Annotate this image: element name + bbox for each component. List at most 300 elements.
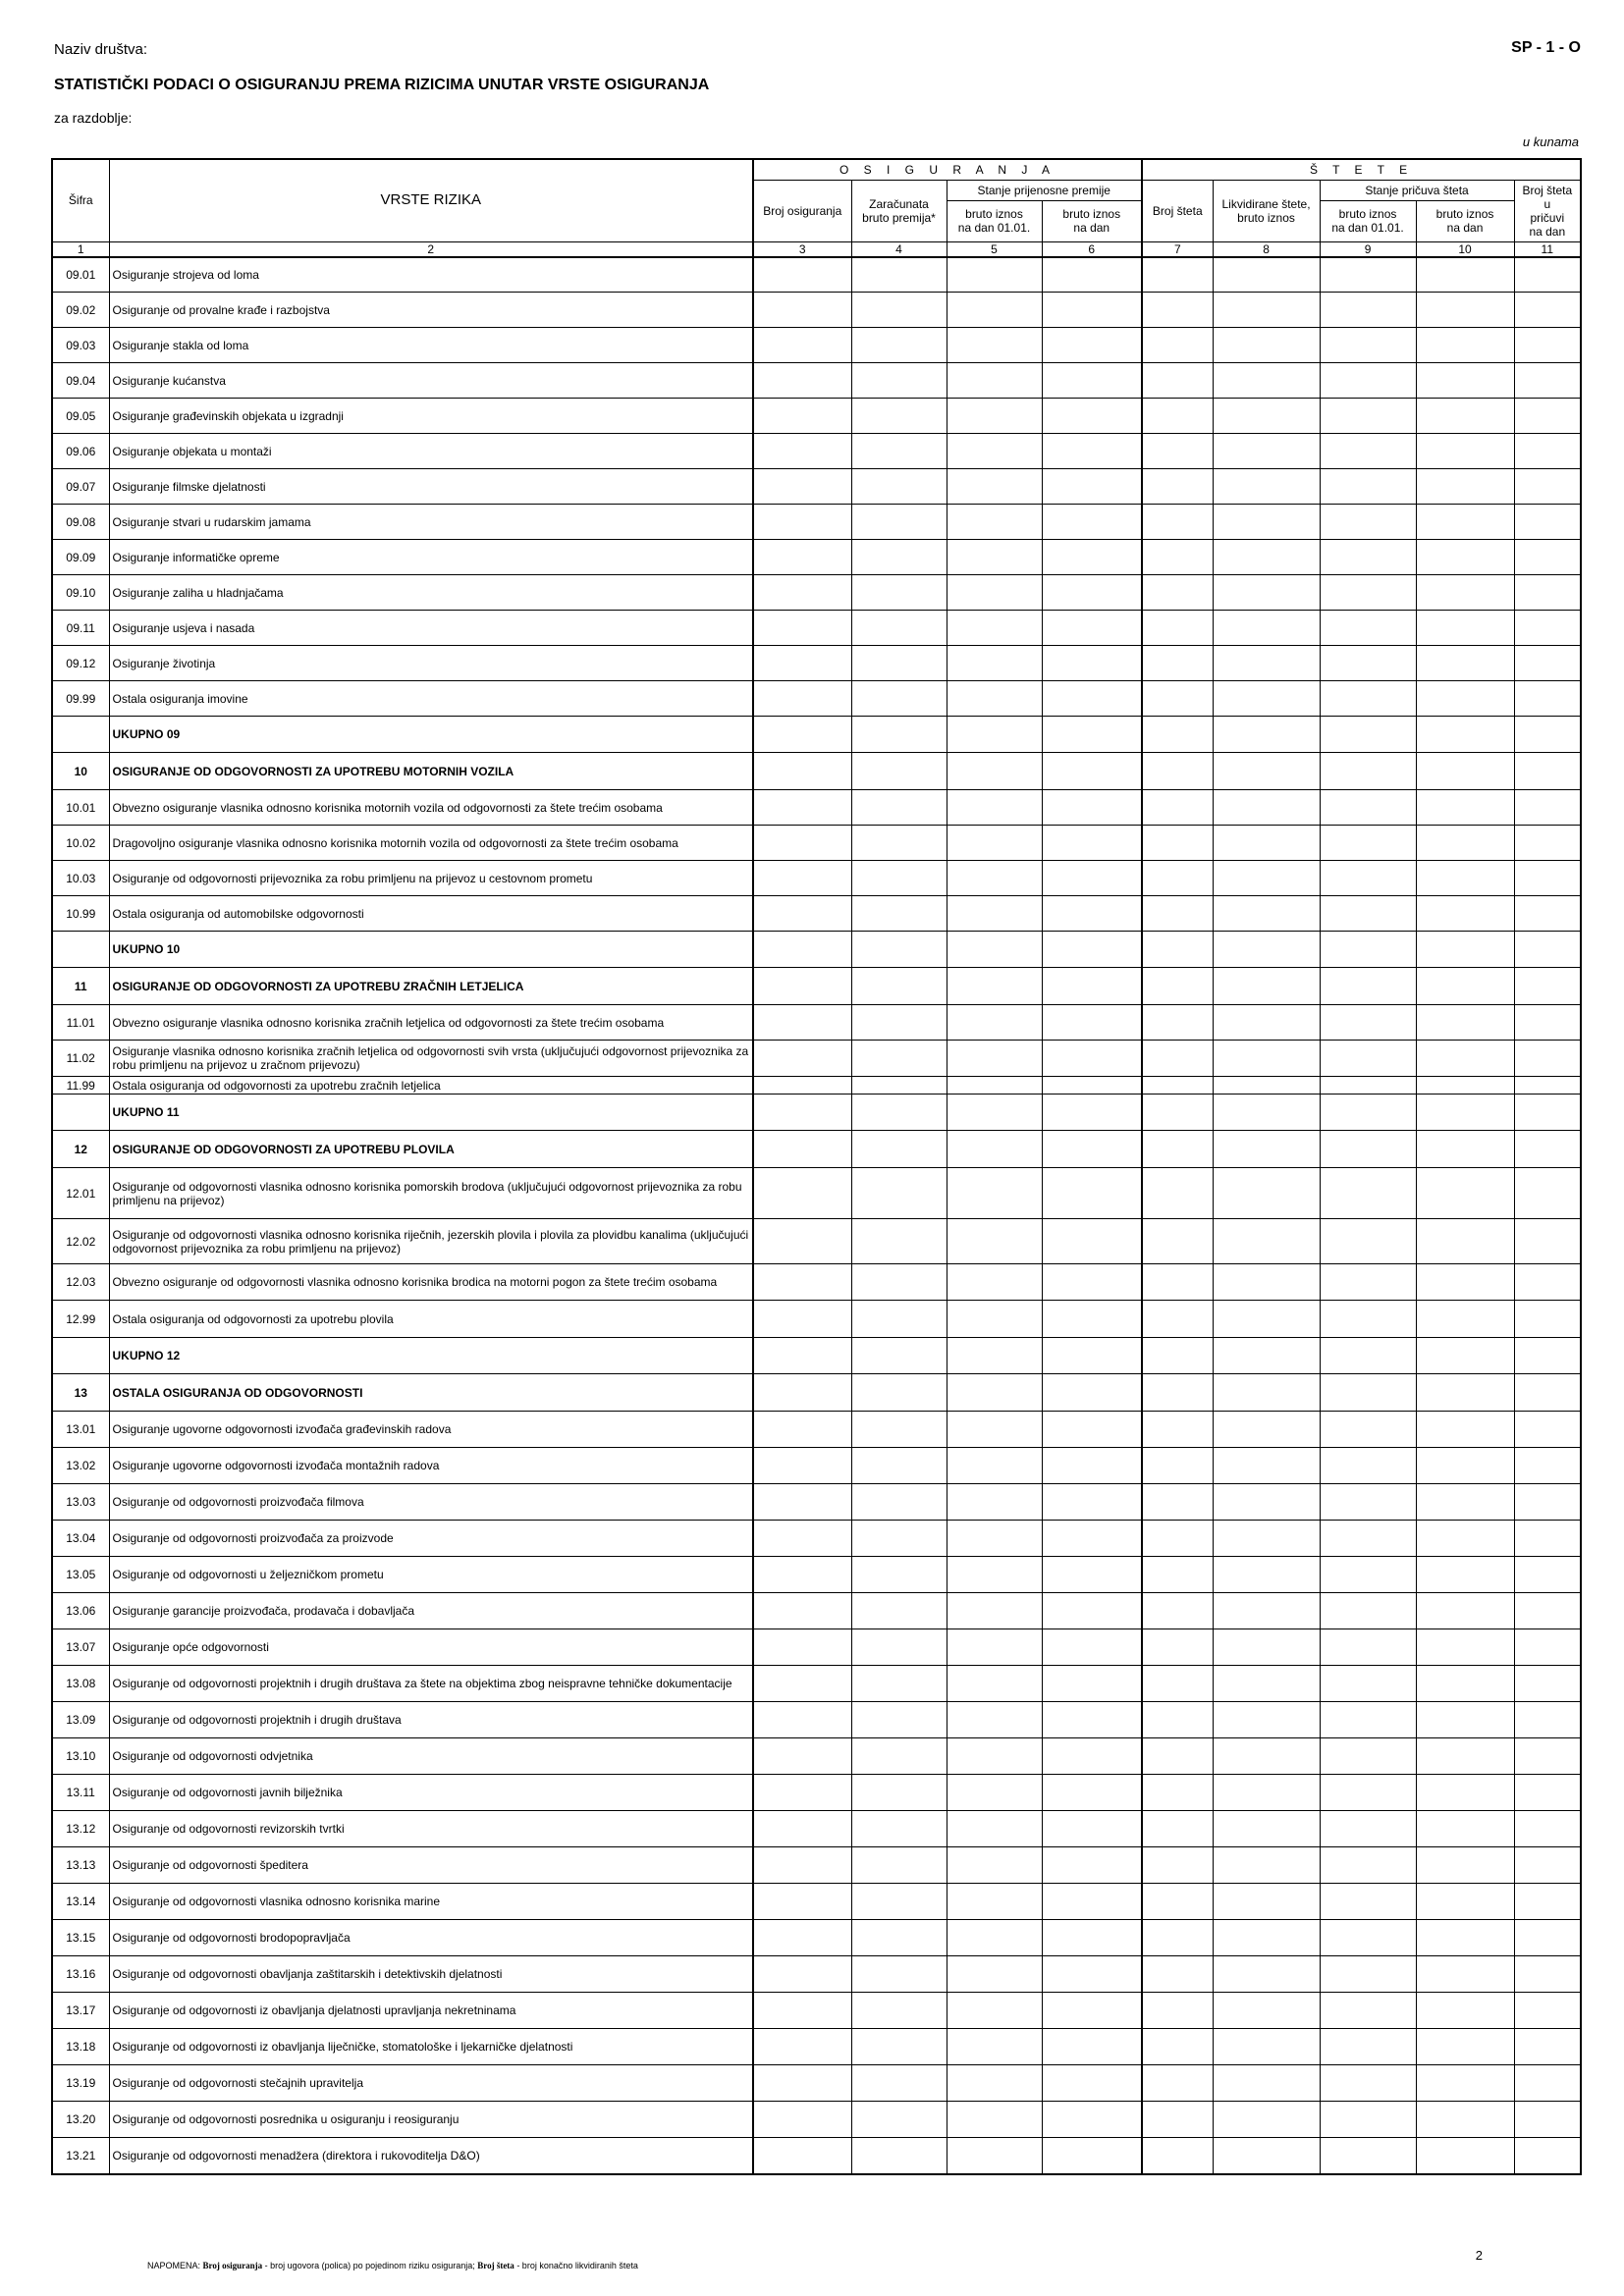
data-cell-col-9[interactable] xyxy=(1320,2029,1416,2065)
data-cell-col-4[interactable] xyxy=(851,753,947,790)
data-cell-col-4[interactable] xyxy=(851,257,947,293)
data-cell-col-7[interactable] xyxy=(1142,611,1213,646)
data-cell-col-3[interactable] xyxy=(753,790,851,826)
data-cell-col-10[interactable] xyxy=(1416,1811,1514,1847)
data-cell-col-5[interactable] xyxy=(947,1666,1042,1702)
data-cell-col-6[interactable] xyxy=(1042,1264,1142,1301)
data-cell-col-5[interactable] xyxy=(947,1557,1042,1593)
data-cell-col-6[interactable] xyxy=(1042,1629,1142,1666)
data-cell-col-8[interactable] xyxy=(1213,1811,1320,1847)
data-cell-col-8[interactable] xyxy=(1213,611,1320,646)
data-cell-col-3[interactable] xyxy=(753,434,851,469)
data-cell-col-7[interactable] xyxy=(1142,1041,1213,1077)
data-cell-col-5[interactable] xyxy=(947,968,1042,1005)
data-cell-col-9[interactable] xyxy=(1320,1557,1416,1593)
data-cell-col-6[interactable] xyxy=(1042,826,1142,861)
data-cell-col-6[interactable] xyxy=(1042,1956,1142,1993)
data-cell-col-9[interactable] xyxy=(1320,968,1416,1005)
data-cell-col-11[interactable] xyxy=(1514,293,1581,328)
data-cell-col-10[interactable] xyxy=(1416,826,1514,861)
data-cell-col-4[interactable] xyxy=(851,717,947,753)
data-cell-col-6[interactable] xyxy=(1042,1131,1142,1168)
data-cell-col-10[interactable] xyxy=(1416,469,1514,505)
data-cell-col-10[interactable] xyxy=(1416,753,1514,790)
data-cell-col-10[interactable] xyxy=(1416,1593,1514,1629)
data-cell-col-9[interactable] xyxy=(1320,293,1416,328)
data-cell-col-10[interactable] xyxy=(1416,328,1514,363)
data-cell-col-10[interactable] xyxy=(1416,2029,1514,2065)
data-cell-col-4[interactable] xyxy=(851,328,947,363)
data-cell-col-6[interactable] xyxy=(1042,896,1142,932)
data-cell-col-6[interactable] xyxy=(1042,575,1142,611)
data-cell-col-10[interactable] xyxy=(1416,861,1514,896)
data-cell-col-3[interactable] xyxy=(753,1301,851,1338)
data-cell-col-4[interactable] xyxy=(851,1041,947,1077)
data-cell-col-7[interactable] xyxy=(1142,1811,1213,1847)
data-cell-col-10[interactable] xyxy=(1416,2065,1514,2102)
data-cell-col-6[interactable] xyxy=(1042,2029,1142,2065)
data-cell-col-11[interactable] xyxy=(1514,575,1581,611)
data-cell-col-5[interactable] xyxy=(947,1484,1042,1521)
data-cell-col-9[interactable] xyxy=(1320,575,1416,611)
data-cell-col-8[interactable] xyxy=(1213,1168,1320,1219)
data-cell-col-3[interactable] xyxy=(753,2102,851,2138)
data-cell-col-5[interactable] xyxy=(947,257,1042,293)
data-cell-col-10[interactable] xyxy=(1416,1077,1514,1095)
data-cell-col-10[interactable] xyxy=(1416,968,1514,1005)
data-cell-col-11[interactable] xyxy=(1514,1095,1581,1131)
data-cell-col-5[interactable] xyxy=(947,540,1042,575)
data-cell-col-6[interactable] xyxy=(1042,1666,1142,1702)
data-cell-col-5[interactable] xyxy=(947,1338,1042,1374)
data-cell-col-8[interactable] xyxy=(1213,328,1320,363)
data-cell-col-6[interactable] xyxy=(1042,1811,1142,1847)
data-cell-col-7[interactable] xyxy=(1142,1920,1213,1956)
data-cell-col-5[interactable] xyxy=(947,1702,1042,1738)
data-cell-col-9[interactable] xyxy=(1320,826,1416,861)
data-cell-col-11[interactable] xyxy=(1514,932,1581,968)
data-cell-col-6[interactable] xyxy=(1042,1412,1142,1448)
data-cell-col-11[interactable] xyxy=(1514,646,1581,681)
data-cell-col-3[interactable] xyxy=(753,1956,851,1993)
data-cell-col-5[interactable] xyxy=(947,1920,1042,1956)
data-cell-col-3[interactable] xyxy=(753,363,851,399)
data-cell-col-11[interactable] xyxy=(1514,2102,1581,2138)
data-cell-col-4[interactable] xyxy=(851,932,947,968)
data-cell-col-9[interactable] xyxy=(1320,1993,1416,2029)
data-cell-col-3[interactable] xyxy=(753,1702,851,1738)
data-cell-col-9[interactable] xyxy=(1320,469,1416,505)
data-cell-col-7[interactable] xyxy=(1142,717,1213,753)
data-cell-col-3[interactable] xyxy=(753,1847,851,1884)
data-cell-col-6[interactable] xyxy=(1042,611,1142,646)
data-cell-col-3[interactable] xyxy=(753,1920,851,1956)
data-cell-col-8[interactable] xyxy=(1213,1041,1320,1077)
data-cell-col-6[interactable] xyxy=(1042,1920,1142,1956)
data-cell-col-6[interactable] xyxy=(1042,1095,1142,1131)
data-cell-col-4[interactable] xyxy=(851,2029,947,2065)
data-cell-col-6[interactable] xyxy=(1042,1521,1142,1557)
data-cell-col-9[interactable] xyxy=(1320,1920,1416,1956)
data-cell-col-5[interactable] xyxy=(947,1077,1042,1095)
data-cell-col-11[interactable] xyxy=(1514,2138,1581,2174)
data-cell-col-7[interactable] xyxy=(1142,1702,1213,1738)
data-cell-col-7[interactable] xyxy=(1142,399,1213,434)
data-cell-col-3[interactable] xyxy=(753,681,851,717)
data-cell-col-6[interactable] xyxy=(1042,399,1142,434)
data-cell-col-4[interactable] xyxy=(851,540,947,575)
data-cell-col-7[interactable] xyxy=(1142,257,1213,293)
data-cell-col-7[interactable] xyxy=(1142,1448,1213,1484)
data-cell-col-10[interactable] xyxy=(1416,2138,1514,2174)
data-cell-col-4[interactable] xyxy=(851,399,947,434)
data-cell-col-8[interactable] xyxy=(1213,1629,1320,1666)
data-cell-col-5[interactable] xyxy=(947,1738,1042,1775)
data-cell-col-4[interactable] xyxy=(851,1412,947,1448)
data-cell-col-11[interactable] xyxy=(1514,2065,1581,2102)
data-cell-col-4[interactable] xyxy=(851,896,947,932)
data-cell-col-7[interactable] xyxy=(1142,1847,1213,1884)
data-cell-col-11[interactable] xyxy=(1514,717,1581,753)
data-cell-col-8[interactable] xyxy=(1213,1095,1320,1131)
data-cell-col-9[interactable] xyxy=(1320,2065,1416,2102)
data-cell-col-10[interactable] xyxy=(1416,1095,1514,1131)
data-cell-col-5[interactable] xyxy=(947,1847,1042,1884)
data-cell-col-6[interactable] xyxy=(1042,1077,1142,1095)
data-cell-col-6[interactable] xyxy=(1042,1738,1142,1775)
data-cell-col-4[interactable] xyxy=(851,434,947,469)
data-cell-col-10[interactable] xyxy=(1416,790,1514,826)
data-cell-col-11[interactable] xyxy=(1514,257,1581,293)
data-cell-col-7[interactable] xyxy=(1142,505,1213,540)
data-cell-col-10[interactable] xyxy=(1416,575,1514,611)
data-cell-col-7[interactable] xyxy=(1142,293,1213,328)
data-cell-col-3[interactable] xyxy=(753,1593,851,1629)
data-cell-col-9[interactable] xyxy=(1320,1095,1416,1131)
data-cell-col-6[interactable] xyxy=(1042,363,1142,399)
data-cell-col-8[interactable] xyxy=(1213,399,1320,434)
data-cell-col-5[interactable] xyxy=(947,932,1042,968)
data-cell-col-3[interactable] xyxy=(753,1131,851,1168)
data-cell-col-7[interactable] xyxy=(1142,1412,1213,1448)
data-cell-col-3[interactable] xyxy=(753,1666,851,1702)
data-cell-col-7[interactable] xyxy=(1142,646,1213,681)
data-cell-col-7[interactable] xyxy=(1142,1301,1213,1338)
data-cell-col-7[interactable] xyxy=(1142,1884,1213,1920)
data-cell-col-9[interactable] xyxy=(1320,1521,1416,1557)
data-cell-col-10[interactable] xyxy=(1416,1993,1514,2029)
data-cell-col-3[interactable] xyxy=(753,1168,851,1219)
data-cell-col-8[interactable] xyxy=(1213,1077,1320,1095)
data-cell-col-4[interactable] xyxy=(851,1593,947,1629)
data-cell-col-4[interactable] xyxy=(851,1077,947,1095)
data-cell-col-8[interactable] xyxy=(1213,717,1320,753)
data-cell-col-6[interactable] xyxy=(1042,1301,1142,1338)
data-cell-col-11[interactable] xyxy=(1514,1131,1581,1168)
data-cell-col-9[interactable] xyxy=(1320,1956,1416,1993)
data-cell-col-8[interactable] xyxy=(1213,1775,1320,1811)
data-cell-col-7[interactable] xyxy=(1142,1956,1213,1993)
data-cell-col-6[interactable] xyxy=(1042,293,1142,328)
data-cell-col-8[interactable] xyxy=(1213,257,1320,293)
data-cell-col-5[interactable] xyxy=(947,1993,1042,2029)
data-cell-col-3[interactable] xyxy=(753,540,851,575)
data-cell-col-6[interactable] xyxy=(1042,717,1142,753)
data-cell-col-8[interactable] xyxy=(1213,1738,1320,1775)
data-cell-col-4[interactable] xyxy=(851,968,947,1005)
data-cell-col-7[interactable] xyxy=(1142,540,1213,575)
data-cell-col-7[interactable] xyxy=(1142,968,1213,1005)
data-cell-col-6[interactable] xyxy=(1042,1847,1142,1884)
data-cell-col-11[interactable] xyxy=(1514,328,1581,363)
data-cell-col-4[interactable] xyxy=(851,790,947,826)
data-cell-col-10[interactable] xyxy=(1416,293,1514,328)
data-cell-col-9[interactable] xyxy=(1320,1041,1416,1077)
data-cell-col-5[interactable] xyxy=(947,1629,1042,1666)
data-cell-col-4[interactable] xyxy=(851,1956,947,1993)
data-cell-col-4[interactable] xyxy=(851,1301,947,1338)
data-cell-col-9[interactable] xyxy=(1320,1338,1416,1374)
data-cell-col-10[interactable] xyxy=(1416,1448,1514,1484)
data-cell-col-7[interactable] xyxy=(1142,753,1213,790)
data-cell-col-5[interactable] xyxy=(947,1168,1042,1219)
data-cell-col-6[interactable] xyxy=(1042,2065,1142,2102)
data-cell-col-8[interactable] xyxy=(1213,1131,1320,1168)
data-cell-col-7[interactable] xyxy=(1142,1521,1213,1557)
data-cell-col-7[interactable] xyxy=(1142,2029,1213,2065)
data-cell-col-9[interactable] xyxy=(1320,363,1416,399)
data-cell-col-7[interactable] xyxy=(1142,1484,1213,1521)
data-cell-col-9[interactable] xyxy=(1320,932,1416,968)
data-cell-col-9[interactable] xyxy=(1320,1775,1416,1811)
data-cell-col-5[interactable] xyxy=(947,469,1042,505)
data-cell-col-4[interactable] xyxy=(851,1993,947,2029)
data-cell-col-6[interactable] xyxy=(1042,1993,1142,2029)
data-cell-col-3[interactable] xyxy=(753,611,851,646)
data-cell-col-11[interactable] xyxy=(1514,1412,1581,1448)
data-cell-col-5[interactable] xyxy=(947,1448,1042,1484)
data-cell-col-8[interactable] xyxy=(1213,1264,1320,1301)
data-cell-col-10[interactable] xyxy=(1416,1738,1514,1775)
data-cell-col-8[interactable] xyxy=(1213,434,1320,469)
data-cell-col-8[interactable] xyxy=(1213,1956,1320,1993)
data-cell-col-10[interactable] xyxy=(1416,1702,1514,1738)
data-cell-col-5[interactable] xyxy=(947,1811,1042,1847)
data-cell-col-8[interactable] xyxy=(1213,2102,1320,2138)
data-cell-col-8[interactable] xyxy=(1213,293,1320,328)
data-cell-col-4[interactable] xyxy=(851,1448,947,1484)
data-cell-col-6[interactable] xyxy=(1042,1593,1142,1629)
data-cell-col-8[interactable] xyxy=(1213,1005,1320,1041)
data-cell-col-11[interactable] xyxy=(1514,1374,1581,1412)
data-cell-col-8[interactable] xyxy=(1213,1219,1320,1264)
data-cell-col-8[interactable] xyxy=(1213,1412,1320,1448)
data-cell-col-5[interactable] xyxy=(947,2138,1042,2174)
data-cell-col-7[interactable] xyxy=(1142,1374,1213,1412)
data-cell-col-6[interactable] xyxy=(1042,505,1142,540)
data-cell-col-11[interactable] xyxy=(1514,1702,1581,1738)
data-cell-col-9[interactable] xyxy=(1320,861,1416,896)
data-cell-col-9[interactable] xyxy=(1320,328,1416,363)
data-cell-col-5[interactable] xyxy=(947,896,1042,932)
data-cell-col-5[interactable] xyxy=(947,1884,1042,1920)
data-cell-col-9[interactable] xyxy=(1320,1738,1416,1775)
data-cell-col-9[interactable] xyxy=(1320,1484,1416,1521)
data-cell-col-7[interactable] xyxy=(1142,1005,1213,1041)
data-cell-col-7[interactable] xyxy=(1142,328,1213,363)
data-cell-col-8[interactable] xyxy=(1213,2138,1320,2174)
data-cell-col-3[interactable] xyxy=(753,1484,851,1521)
data-cell-col-10[interactable] xyxy=(1416,1374,1514,1412)
data-cell-col-8[interactable] xyxy=(1213,932,1320,968)
data-cell-col-10[interactable] xyxy=(1416,1956,1514,1993)
data-cell-col-9[interactable] xyxy=(1320,505,1416,540)
data-cell-col-3[interactable] xyxy=(753,826,851,861)
data-cell-col-6[interactable] xyxy=(1042,469,1142,505)
data-cell-col-5[interactable] xyxy=(947,681,1042,717)
data-cell-col-7[interactable] xyxy=(1142,1557,1213,1593)
data-cell-col-7[interactable] xyxy=(1142,1338,1213,1374)
data-cell-col-4[interactable] xyxy=(851,2138,947,2174)
data-cell-col-5[interactable] xyxy=(947,293,1042,328)
data-cell-col-6[interactable] xyxy=(1042,1448,1142,1484)
data-cell-col-10[interactable] xyxy=(1416,1847,1514,1884)
data-cell-col-4[interactable] xyxy=(851,575,947,611)
data-cell-col-11[interactable] xyxy=(1514,1993,1581,2029)
data-cell-col-7[interactable] xyxy=(1142,1264,1213,1301)
data-cell-col-8[interactable] xyxy=(1213,896,1320,932)
data-cell-col-5[interactable] xyxy=(947,1131,1042,1168)
data-cell-col-10[interactable] xyxy=(1416,1041,1514,1077)
data-cell-col-6[interactable] xyxy=(1042,646,1142,681)
data-cell-col-6[interactable] xyxy=(1042,434,1142,469)
data-cell-col-5[interactable] xyxy=(947,1593,1042,1629)
data-cell-col-3[interactable] xyxy=(753,469,851,505)
data-cell-col-9[interactable] xyxy=(1320,717,1416,753)
data-cell-col-8[interactable] xyxy=(1213,1484,1320,1521)
data-cell-col-7[interactable] xyxy=(1142,896,1213,932)
data-cell-col-9[interactable] xyxy=(1320,1301,1416,1338)
data-cell-col-11[interactable] xyxy=(1514,1666,1581,1702)
data-cell-col-6[interactable] xyxy=(1042,1338,1142,1374)
data-cell-col-5[interactable] xyxy=(947,1301,1042,1338)
data-cell-col-7[interactable] xyxy=(1142,1629,1213,1666)
data-cell-col-3[interactable] xyxy=(753,646,851,681)
data-cell-col-3[interactable] xyxy=(753,968,851,1005)
data-cell-col-5[interactable] xyxy=(947,1041,1042,1077)
data-cell-col-8[interactable] xyxy=(1213,968,1320,1005)
data-cell-col-4[interactable] xyxy=(851,1884,947,1920)
data-cell-col-11[interactable] xyxy=(1514,434,1581,469)
data-cell-col-4[interactable] xyxy=(851,1131,947,1168)
data-cell-col-10[interactable] xyxy=(1416,1005,1514,1041)
data-cell-col-7[interactable] xyxy=(1142,681,1213,717)
data-cell-col-5[interactable] xyxy=(947,505,1042,540)
data-cell-col-4[interactable] xyxy=(851,1920,947,1956)
data-cell-col-4[interactable] xyxy=(851,1738,947,1775)
data-cell-col-8[interactable] xyxy=(1213,469,1320,505)
data-cell-col-4[interactable] xyxy=(851,363,947,399)
data-cell-col-4[interactable] xyxy=(851,611,947,646)
data-cell-col-3[interactable] xyxy=(753,2065,851,2102)
data-cell-col-3[interactable] xyxy=(753,1005,851,1041)
data-cell-col-10[interactable] xyxy=(1416,434,1514,469)
data-cell-col-4[interactable] xyxy=(851,1775,947,1811)
data-cell-col-9[interactable] xyxy=(1320,1666,1416,1702)
data-cell-col-7[interactable] xyxy=(1142,1095,1213,1131)
data-cell-col-8[interactable] xyxy=(1213,1557,1320,1593)
data-cell-col-11[interactable] xyxy=(1514,753,1581,790)
data-cell-col-7[interactable] xyxy=(1142,1131,1213,1168)
data-cell-col-11[interactable] xyxy=(1514,2029,1581,2065)
data-cell-col-6[interactable] xyxy=(1042,753,1142,790)
data-cell-col-4[interactable] xyxy=(851,826,947,861)
data-cell-col-4[interactable] xyxy=(851,1095,947,1131)
data-cell-col-8[interactable] xyxy=(1213,1448,1320,1484)
data-cell-col-3[interactable] xyxy=(753,717,851,753)
data-cell-col-4[interactable] xyxy=(851,1666,947,1702)
data-cell-col-10[interactable] xyxy=(1416,2102,1514,2138)
data-cell-col-4[interactable] xyxy=(851,1847,947,1884)
data-cell-col-11[interactable] xyxy=(1514,1629,1581,1666)
data-cell-col-3[interactable] xyxy=(753,861,851,896)
data-cell-col-11[interactable] xyxy=(1514,1884,1581,1920)
data-cell-col-9[interactable] xyxy=(1320,1847,1416,1884)
data-cell-col-3[interactable] xyxy=(753,1993,851,2029)
data-cell-col-11[interactable] xyxy=(1514,1593,1581,1629)
data-cell-col-9[interactable] xyxy=(1320,646,1416,681)
data-cell-col-3[interactable] xyxy=(753,1557,851,1593)
data-cell-col-6[interactable] xyxy=(1042,257,1142,293)
data-cell-col-11[interactable] xyxy=(1514,1338,1581,1374)
data-cell-col-6[interactable] xyxy=(1042,1884,1142,1920)
data-cell-col-11[interactable] xyxy=(1514,1738,1581,1775)
data-cell-col-5[interactable] xyxy=(947,1095,1042,1131)
data-cell-col-10[interactable] xyxy=(1416,257,1514,293)
data-cell-col-11[interactable] xyxy=(1514,505,1581,540)
data-cell-col-11[interactable] xyxy=(1514,1301,1581,1338)
data-cell-col-5[interactable] xyxy=(947,1956,1042,1993)
data-cell-col-11[interactable] xyxy=(1514,968,1581,1005)
data-cell-col-11[interactable] xyxy=(1514,681,1581,717)
data-cell-col-11[interactable] xyxy=(1514,826,1581,861)
data-cell-col-6[interactable] xyxy=(1042,861,1142,896)
data-cell-col-9[interactable] xyxy=(1320,1412,1416,1448)
data-cell-col-7[interactable] xyxy=(1142,1219,1213,1264)
data-cell-col-7[interactable] xyxy=(1142,1593,1213,1629)
data-cell-col-10[interactable] xyxy=(1416,1629,1514,1666)
data-cell-col-9[interactable] xyxy=(1320,1884,1416,1920)
data-cell-col-11[interactable] xyxy=(1514,1956,1581,1993)
data-cell-col-9[interactable] xyxy=(1320,753,1416,790)
data-cell-col-6[interactable] xyxy=(1042,968,1142,1005)
data-cell-col-11[interactable] xyxy=(1514,540,1581,575)
data-cell-col-8[interactable] xyxy=(1213,540,1320,575)
data-cell-col-3[interactable] xyxy=(753,1041,851,1077)
data-cell-col-3[interactable] xyxy=(753,1412,851,1448)
data-cell-col-5[interactable] xyxy=(947,2029,1042,2065)
data-cell-col-10[interactable] xyxy=(1416,540,1514,575)
data-cell-col-4[interactable] xyxy=(851,1557,947,1593)
data-cell-col-9[interactable] xyxy=(1320,257,1416,293)
data-cell-col-10[interactable] xyxy=(1416,896,1514,932)
data-cell-col-3[interactable] xyxy=(753,328,851,363)
data-cell-col-7[interactable] xyxy=(1142,1666,1213,1702)
data-cell-col-7[interactable] xyxy=(1142,469,1213,505)
data-cell-col-8[interactable] xyxy=(1213,575,1320,611)
data-cell-col-4[interactable] xyxy=(851,1629,947,1666)
data-cell-col-6[interactable] xyxy=(1042,2102,1142,2138)
